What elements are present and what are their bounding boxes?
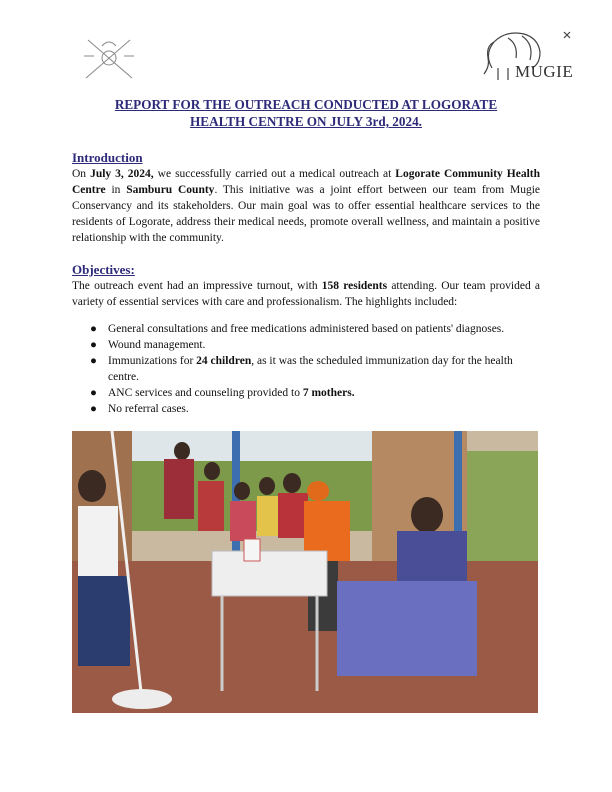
- list-item-text: No referral cases.: [108, 403, 189, 415]
- introduction-heading: Introduction: [72, 150, 143, 165]
- list-item-text: , as it was the scheduled immunization day for the health centre.: [108, 355, 513, 383]
- objectives-paragraph: [72, 278, 540, 310]
- report-title: [60, 96, 552, 130]
- highlights-list: [72, 321, 542, 417]
- objectives-heading: Objectives:: [72, 262, 135, 277]
- crossed-spears-emblem-icon: [80, 32, 138, 84]
- list-item: [72, 401, 542, 417]
- list-item-text: Wound management.: [108, 339, 206, 351]
- report-title-line-2: HEALTH CENTRE ON JULY 3rd, 2024.: [190, 114, 422, 129]
- intro-text: On: [72, 168, 91, 180]
- bullet-icon: ●: [90, 339, 97, 351]
- intro-text: . This initiative was a joint effort between our team from Mugie Conservancy and its stakeholders. Our main goal was to offer essential healthcare services to the residents of Logorate, address their medical needs, promote overall wellness, and maintain a positive relationship with the community.: [72, 184, 540, 244]
- bullet-icon: ●: [90, 355, 97, 367]
- list-item-bold: 24 children: [196, 355, 252, 367]
- list-item-text: ANC services and counseling provided to: [108, 387, 303, 399]
- objectives-text: The outreach event had an impressive turnout, with: [72, 280, 322, 292]
- list-item: [72, 321, 542, 337]
- list-item: [72, 337, 542, 353]
- introduction-paragraph: [72, 166, 540, 246]
- intro-county: Samburu County: [126, 184, 215, 196]
- brand-logo-text: MUGIE: [515, 62, 574, 81]
- intro-text: we successfully carried out a medical outreach at: [153, 168, 396, 180]
- list-item-bold: 7 mothers.: [302, 387, 355, 399]
- intro-date: July 3, 2024,: [90, 168, 154, 180]
- list-item-text: Immunizations for: [108, 355, 197, 367]
- list-item: [72, 353, 542, 385]
- intro-place: Logorate Community Health Centre: [72, 168, 540, 196]
- intro-text: in: [105, 184, 127, 196]
- bullet-icon: ●: [90, 323, 97, 335]
- list-item-text: General consultations and free medications administered based on patients' diagnoses.: [108, 323, 505, 335]
- objectives-count: 158 residents: [321, 280, 388, 292]
- report-title-line-1: REPORT FOR THE OUTREACH CONDUCTED AT LOGORATE: [114, 97, 498, 112]
- objectives-text: attending. Our team provided a variety of essential services with care and professionalism. The highlights included:: [72, 280, 541, 308]
- outreach-photo: [72, 431, 538, 713]
- bullet-icon: ●: [90, 403, 97, 415]
- list-item: [72, 385, 542, 401]
- bullet-icon: ●: [90, 387, 97, 399]
